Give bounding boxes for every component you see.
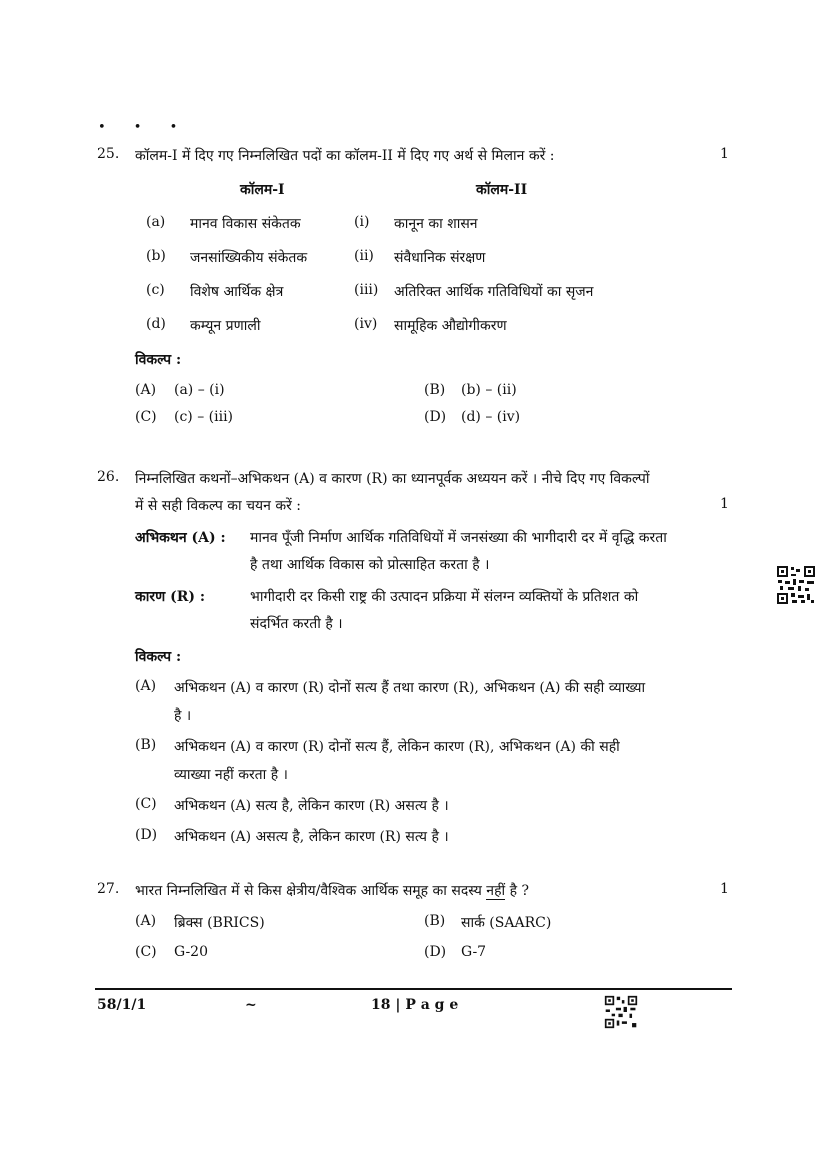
option-text: व्याख्या नहीं करता है । <box>174 767 288 783</box>
option-text: अभिकथन (A) सत्य है, लेकिन कारण (R) असत्य है । <box>174 798 449 814</box>
option-label: (B) <box>135 737 157 753</box>
option-text: सार्क (SAARC) <box>461 915 552 931</box>
option-label: (D) <box>424 944 447 960</box>
row-meaning: संवैधानिक संरक्षण <box>394 250 486 266</box>
assertion-label: अभिकथन (A) : <box>135 530 226 546</box>
option-label: (A) <box>135 913 157 929</box>
option-label: (A) <box>135 382 157 398</box>
row-term-1: कम्यून प्रणाली <box>190 318 261 334</box>
row-label-1: (a) <box>146 214 166 230</box>
row-label-1: (d) <box>146 316 166 332</box>
assertion-text: है तथा आर्थिक विकास को प्रोत्साहित करता है । <box>250 557 490 573</box>
row-label-1: (c) <box>146 282 165 298</box>
option-text: ब्रिक्स (BRICS) <box>174 915 265 931</box>
row-label-2: (iv) <box>354 316 378 332</box>
option-label: (C) <box>135 409 157 425</box>
question-marks: 1 <box>720 496 729 512</box>
option-text: अभिकथन (A) व कारण (R) दोनों सत्य हैं तथा कारण (R), अभिकथन (A) की सही व्याख्या <box>174 680 646 696</box>
paper-code: 58/1/1 <box>97 997 147 1013</box>
column-2-header: कॉलम-II <box>476 182 528 198</box>
option-text: (a) – (i) <box>174 382 225 398</box>
question-number: 25. <box>97 146 120 162</box>
question-marks: 1 <box>720 881 729 897</box>
reason-text: भागीदारी दर किसी राष्ट्र की उत्पादन प्रक्रिया में संलग्न व्यक्तियों के प्रतिशत को <box>250 589 639 605</box>
row-term-1: विशेष आर्थिक क्षेत्र <box>190 284 284 300</box>
question-text-start: भारत निम्नलिखित में से किस क्षेत्रीय/वैश्विक आर्थिक समूह का सदस्य <box>135 883 487 899</box>
reason-label: कारण (R) : <box>135 589 206 605</box>
question-text-emphasis: नहीं <box>486 883 506 899</box>
row-label-2: (i) <box>354 214 370 230</box>
row-label-1: (b) <box>146 248 166 264</box>
reason-text: संदर्भित करती है । <box>250 616 343 632</box>
assertion-text: मानव पूँजी निर्माण आर्थिक गतिविधियों में जनसंख्या की भागीदारी दर में वृद्धि करता <box>250 530 667 546</box>
question-text-end: है ? <box>505 883 529 899</box>
footer-divider <box>95 988 732 990</box>
option-text: अभिकथन (A) असत्य है, लेकिन कारण (R) सत्य है । <box>174 829 449 845</box>
question-marks: 1 <box>720 146 729 162</box>
qr-code-icon <box>604 995 638 1029</box>
option-label: (C) <box>135 796 157 812</box>
column-1-header: कॉलम-I <box>240 182 285 198</box>
question-text <box>135 881 529 900</box>
option-label: (B) <box>424 382 446 398</box>
qr-code-icon <box>776 565 816 605</box>
row-meaning: अतिरिक्त आर्थिक गतिविधियों का सृजन <box>394 284 594 300</box>
page-number: 18 | P a g e <box>371 997 459 1013</box>
question-text-line-1: निम्नलिखित कथनों–अभिकथन (A) व कारण (R) का ध्यानपूर्वक अध्ययन करें । नीचे दिए गए विकल्पों <box>135 471 650 487</box>
row-meaning: सामूहिक औद्योगीकरण <box>394 318 507 334</box>
question-number: 27. <box>97 881 120 897</box>
option-label: (D) <box>135 827 158 843</box>
row-term-1: मानव विकास संकेतक <box>190 216 301 232</box>
question-text: कॉलम-I में दिए गए निम्नलिखित पदों का कॉलम-II में दिए गए अर्थ से मिलान करें : <box>135 148 555 164</box>
option-label: (C) <box>135 944 157 960</box>
options-label: विकल्प : <box>135 649 182 665</box>
question-text-line-2: में से सही विकल्प का चयन करें : <box>135 498 301 514</box>
row-term-1: जनसांख्यिकीय संकेतक <box>190 250 308 266</box>
bullet-dots: • • • <box>98 120 190 135</box>
question-number: 26. <box>97 469 120 485</box>
option-text: (d) – (iv) <box>461 409 521 425</box>
footer-tilde: ~ <box>245 997 257 1013</box>
option-text: G-7 <box>461 944 487 960</box>
option-label: (A) <box>135 678 157 694</box>
option-text: है । <box>174 708 192 724</box>
option-text: अभिकथन (A) व कारण (R) दोनों सत्य हैं, लेकिन कारण (R), अभिकथन (A) की सही <box>174 739 620 755</box>
option-label: (B) <box>424 913 446 929</box>
option-text: G-20 <box>174 944 208 960</box>
option-text: (b) – (ii) <box>461 382 517 398</box>
row-label-2: (ii) <box>354 248 374 264</box>
option-text: (c) – (iii) <box>174 409 234 425</box>
options-label: विकल्प : <box>135 352 182 368</box>
option-label: (D) <box>424 409 447 425</box>
row-label-2: (iii) <box>354 282 379 298</box>
row-meaning: कानून का शासन <box>394 216 478 232</box>
